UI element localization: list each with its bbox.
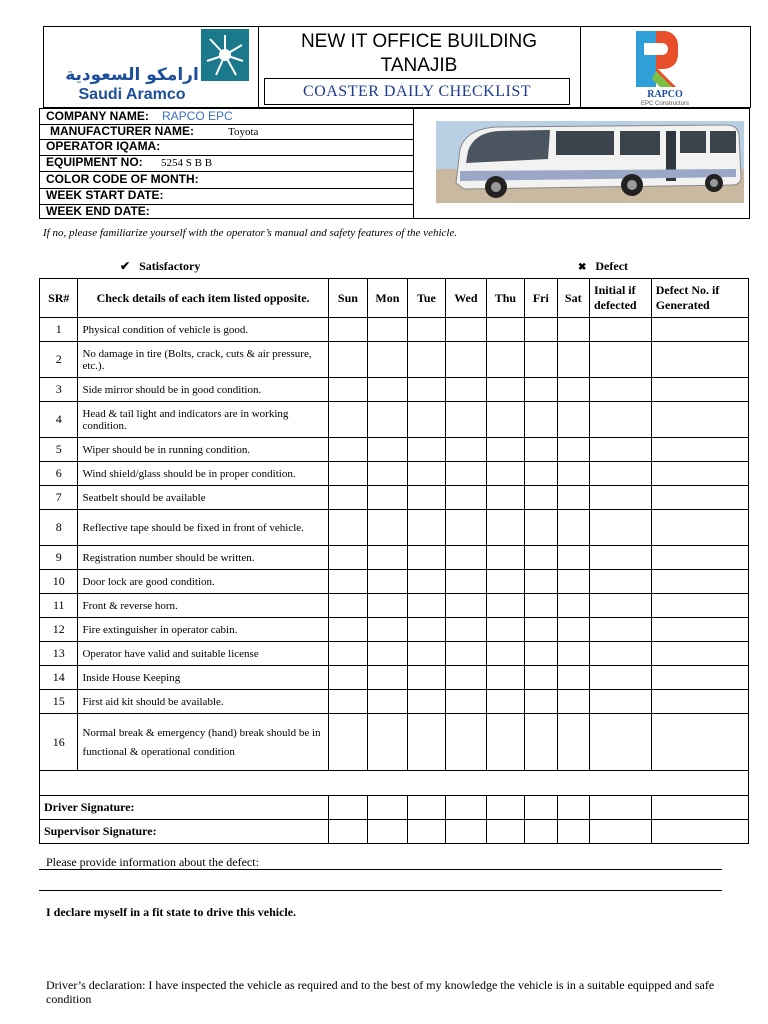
check-cell[interactable] [486,378,524,402]
table-row [40,438,749,462]
row-number: 6 [40,462,78,486]
row-check-text: Operator have valid and suitable license [82,647,259,660]
supervisor-signature-label: Supervisor Signature: [40,820,329,844]
check-cell[interactable] [407,462,445,486]
check-cell[interactable] [368,402,408,438]
check-cell[interactable] [651,342,748,378]
check-cell[interactable] [486,510,524,546]
row-check-text: Door lock are good condition. [82,575,215,588]
check-cell[interactable] [651,378,748,402]
check-cell[interactable] [328,378,368,402]
check-cell[interactable] [407,342,445,378]
equipment-row [40,155,413,172]
signature-cell[interactable] [446,796,487,820]
check-cell[interactable] [368,438,408,462]
check-cell[interactable] [368,546,408,570]
row-check-text: Wiper should be in running condition. [82,443,251,456]
row-check-text: Seatbelt should be available [82,491,206,504]
check-cell[interactable] [557,546,589,570]
check-cell[interactable] [368,510,408,546]
check-cell[interactable] [486,438,524,462]
check-cell[interactable] [368,690,408,714]
check-cell[interactable] [557,642,589,666]
row-check-detail [78,378,328,402]
row-check-text: Side mirror should be in good condition. [82,383,262,396]
row-check-text: Inside House Keeping [82,671,181,684]
signature-cell[interactable] [525,796,557,820]
signature-cell[interactable] [589,820,651,844]
check-cell[interactable] [525,462,557,486]
check-cell[interactable] [328,594,368,618]
row-number: 7 [40,486,78,510]
row-check-detail [78,714,328,771]
row-check-text: Normal break & emergency (hand) break should be in [82,726,321,739]
check-cell[interactable] [446,438,487,462]
signature-cell[interactable] [368,796,408,820]
check-cell[interactable] [446,618,487,642]
check-cell[interactable] [589,462,651,486]
row-number: 12 [40,618,78,642]
check-cell[interactable] [557,510,589,546]
legend-defect [578,259,628,274]
col-fri: Fri [525,279,557,318]
check-cell[interactable] [557,486,589,510]
table-row [40,486,749,510]
manufacturer-label: MANUFACTURER NAME: [50,124,194,138]
defect-info-line-1 [39,869,722,870]
check-cell[interactable] [328,570,368,594]
blank-cell [40,771,749,796]
col-details: Check details of each item listed opposite. [78,279,328,318]
row-check-text: Fire extinguisher in operator cabin. [82,623,238,636]
check-cell[interactable] [328,402,368,438]
check-cell[interactable] [589,642,651,666]
check-cell[interactable] [525,666,557,690]
check-cell[interactable] [446,378,487,402]
check-cell[interactable] [486,714,524,771]
row-check-detail [78,402,328,438]
check-cell[interactable] [557,690,589,714]
row-number: 16 [40,714,78,771]
check-cell[interactable] [486,594,524,618]
document-header [43,26,751,108]
check-cell[interactable] [589,666,651,690]
check-cell[interactable] [651,642,748,666]
blank-row [40,771,749,796]
row-check-detail [78,618,328,642]
check-cell[interactable] [589,570,651,594]
check-cell[interactable] [651,690,748,714]
check-cell[interactable] [368,378,408,402]
check-cell[interactable] [407,318,445,342]
col-sun: Sun [328,279,368,318]
check-cell[interactable] [328,546,368,570]
saudi-aramco-logo [44,27,259,107]
check-cell[interactable] [525,438,557,462]
check-cell[interactable] [328,714,368,771]
col-defect-no: Defect No. if Generated [651,279,748,318]
row-check-detail [78,666,328,690]
driver-signature-label: Driver Signature: [40,796,329,820]
vehicle-photo-frame [414,108,750,219]
row-check-text: Registration number should be written. [82,551,255,564]
signature-cell[interactable] [651,796,748,820]
check-cell[interactable] [557,714,589,771]
table-row [40,510,749,546]
check-cell[interactable] [589,402,651,438]
check-cell[interactable] [368,486,408,510]
check-cell[interactable] [407,618,445,642]
fit-declaration: I declare myself in a fit state to drive this vehicle. [46,905,297,919]
check-cell[interactable] [446,402,487,438]
table-row [40,546,749,570]
driver-signature-row [40,796,749,820]
table-row [40,402,749,438]
equipment-label: EQUIPMENT NO: [46,155,143,169]
check-cell[interactable] [557,618,589,642]
checklist-subtitle: COASTER DAILY CHECKLIST [264,78,570,105]
check-cell[interactable] [446,486,487,510]
check-cell[interactable] [328,642,368,666]
check-cell[interactable] [651,438,748,462]
defect-info-line-2 [39,890,722,891]
check-cell[interactable] [525,690,557,714]
check-cell[interactable] [557,570,589,594]
signature-cell[interactable] [589,796,651,820]
row-check-detail [78,462,328,486]
check-cell[interactable] [525,318,557,342]
operator-row [40,139,413,156]
check-cell[interactable] [446,666,487,690]
instruction-note: If no, please familiarize yourself with the operator’s manual and safety features of the vehicle. [43,227,458,239]
signature-cell[interactable] [446,820,487,844]
check-cell[interactable] [525,486,557,510]
check-cell[interactable] [368,342,408,378]
check-cell[interactable] [446,546,487,570]
check-cell[interactable] [525,342,557,378]
check-cell[interactable] [407,402,445,438]
week-start-label: WEEK START DATE: [46,188,164,202]
defect-label: Defect [595,259,629,273]
driver-declaration: Driver’s declaration: I have inspected the vehicle as required and to the best of my knowledge the vehicle is in a suitable equipped and safe condition [46,978,715,1006]
check-cell[interactable] [368,318,408,342]
check-cell[interactable] [557,462,589,486]
row-check-text: Physical condition of vehicle is good. [82,323,249,336]
operator-label: OPERATOR IQAMA: [46,139,161,153]
check-cell[interactable] [407,438,445,462]
table-row [40,714,749,771]
row-number: 8 [40,510,78,546]
row-check-text: Front & reverse horn. [82,599,178,612]
row-number: 9 [40,546,78,570]
manufacturer-row [40,124,413,140]
check-cell[interactable] [589,714,651,771]
check-cell[interactable] [651,462,748,486]
check-cell[interactable] [328,438,368,462]
coaster-bus-image [436,121,744,203]
check-cell[interactable] [557,438,589,462]
table-row [40,618,749,642]
check-cell[interactable] [446,690,487,714]
company-label: COMPANY NAME: [46,109,149,123]
check-cell[interactable] [557,402,589,438]
col-sat: Sat [557,279,589,318]
check-cell[interactable] [446,342,487,378]
signature-cell[interactable] [407,820,445,844]
row-number: 13 [40,642,78,666]
color-code-label: COLOR CODE OF MONTH: [46,172,199,186]
row-check-detail [78,594,328,618]
row-check-detail [78,486,328,510]
check-cell[interactable] [407,690,445,714]
signature-cell[interactable] [557,820,589,844]
check-cell[interactable] [589,690,651,714]
check-cell[interactable] [525,378,557,402]
col-wed: Wed [446,279,487,318]
aramco-latin-text: Saudi Aramco [78,86,186,103]
company-row [40,109,413,125]
check-cell[interactable] [525,642,557,666]
check-cell[interactable] [407,594,445,618]
vehicle-info-block [39,108,414,219]
table-row [40,570,749,594]
check-cell[interactable] [407,378,445,402]
check-cell[interactable] [368,570,408,594]
color-code-row [40,171,413,189]
check-cell[interactable] [446,570,487,594]
check-cell[interactable] [589,510,651,546]
week-start-row [40,188,413,205]
check-cell[interactable] [328,462,368,486]
col-tue: Tue [407,279,445,318]
check-cell[interactable] [446,510,487,546]
check-cell[interactable] [525,546,557,570]
check-cell[interactable] [651,486,748,510]
check-cell[interactable] [446,594,487,618]
table-header-row [40,279,749,318]
check-cell[interactable] [589,378,651,402]
company-value: RAPCO EPC [162,109,233,123]
check-cell[interactable] [589,486,651,510]
checklist-table [39,278,749,844]
check-cell[interactable] [525,570,557,594]
table-row [40,462,749,486]
check-cell[interactable] [328,618,368,642]
check-cell[interactable] [446,318,487,342]
signature-cell[interactable] [525,820,557,844]
check-cell[interactable] [557,594,589,618]
check-cell[interactable] [368,462,408,486]
row-check-text: No damage in tire (Bolts, crack, cuts & air pressure, etc.). [82,347,312,372]
row-check-text: First aid kit should be available. [82,695,224,708]
check-cell[interactable] [651,570,748,594]
check-cell[interactable] [525,402,557,438]
check-cell[interactable] [328,666,368,690]
check-cell[interactable] [525,714,557,771]
check-cell[interactable] [589,438,651,462]
row-check-detail [78,690,328,714]
check-cell[interactable] [651,594,748,618]
check-cell[interactable] [368,666,408,690]
check-cell[interactable] [446,462,487,486]
check-cell[interactable] [368,642,408,666]
check-cell[interactable] [368,714,408,771]
check-cell[interactable] [589,342,651,378]
row-number: 5 [40,438,78,462]
table-row [40,318,749,342]
row-check-text: Reflective tape should be fixed in front of vehicle. [82,521,304,534]
check-cell[interactable] [486,666,524,690]
aramco-arabic-text: ارامكو السعودية [65,65,199,85]
check-cell[interactable] [328,690,368,714]
row-number: 11 [40,594,78,618]
manufacturer-value: Toyota [228,126,259,138]
title-block [258,27,581,107]
row-number: 4 [40,402,78,438]
check-cell[interactable] [446,714,487,771]
check-cell[interactable] [651,318,748,342]
row-number: 14 [40,666,78,690]
check-cell[interactable] [486,318,524,342]
check-cell[interactable] [486,570,524,594]
signature-cell[interactable] [557,796,589,820]
check-cell[interactable] [651,666,748,690]
check-cell[interactable] [525,618,557,642]
check-cell[interactable] [525,594,557,618]
check-cell[interactable] [589,318,651,342]
check-cell[interactable] [486,486,524,510]
check-cell[interactable] [589,594,651,618]
check-cell[interactable] [486,462,524,486]
signature-cell[interactable] [328,796,368,820]
check-cell[interactable] [328,318,368,342]
check-cell[interactable] [651,510,748,546]
page-title-line1: NEW IT OFFICE BUILDING [300,31,538,52]
table-row [40,666,749,690]
check-cell[interactable] [651,402,748,438]
check-cell[interactable] [651,618,748,642]
row-check-detail [78,342,328,378]
check-cell[interactable] [328,510,368,546]
week-end-row [40,204,413,219]
rapco-logo [580,27,750,107]
satisfactory-label: Satisfactory [139,259,201,273]
row-check-text-continued: functional & operational condition [82,745,235,758]
check-cell[interactable] [557,342,589,378]
check-cell[interactable] [486,342,524,378]
table-row [40,690,749,714]
col-mon: Mon [368,279,408,318]
check-cell[interactable] [407,486,445,510]
check-cell[interactable] [407,570,445,594]
row-check-text: Head & tail light and indicators are in working condition. [82,407,289,432]
signature-cell[interactable] [407,796,445,820]
check-cell[interactable] [328,342,368,378]
week-end-label: WEEK END DATE: [46,204,150,218]
check-cell[interactable] [328,486,368,510]
check-cell[interactable] [407,714,445,771]
check-icon: ✔ [120,259,131,273]
col-initial: Initial if defected [589,279,651,318]
row-check-detail [78,642,328,666]
signature-cell[interactable] [486,820,524,844]
row-number: 10 [40,570,78,594]
rapco-name: RAPCO [647,89,683,100]
signature-cell[interactable] [328,820,368,844]
rapco-tagline: EPC Constructors [640,101,690,107]
check-cell[interactable] [486,546,524,570]
row-check-text: Wind shield/glass should be in proper condition. [82,467,296,480]
equipment-value: 5254 S B B [161,157,213,169]
table-row [40,642,749,666]
check-cell[interactable] [486,690,524,714]
check-cell[interactable] [651,714,748,771]
row-check-detail [78,510,328,546]
check-cell[interactable] [589,618,651,642]
page-title-line2: TANAJIB [380,55,458,76]
check-cell[interactable] [486,618,524,642]
table-row [40,594,749,618]
row-check-detail [78,570,328,594]
check-cell[interactable] [589,546,651,570]
cross-icon: ✖ [578,262,587,273]
check-cell[interactable] [407,642,445,666]
col-thu: Thu [486,279,524,318]
row-number: 3 [40,378,78,402]
check-cell[interactable] [407,666,445,690]
check-cell[interactable] [557,378,589,402]
check-cell[interactable] [368,594,408,618]
check-cell[interactable] [446,642,487,666]
check-cell[interactable] [557,318,589,342]
check-cell[interactable] [486,642,524,666]
signature-cell[interactable] [486,796,524,820]
row-check-detail [78,318,328,342]
check-cell[interactable] [486,402,524,438]
row-number: 1 [40,318,78,342]
check-cell[interactable] [368,618,408,642]
table-row [40,378,749,402]
check-cell[interactable] [407,546,445,570]
defect-info-prompt: Please provide information about the defect: [46,855,259,869]
col-sr: SR# [40,279,78,318]
supervisor-signature-row [40,820,749,844]
signature-cell[interactable] [651,820,748,844]
legend-satisfactory [120,259,200,274]
row-check-detail [78,546,328,570]
table-row [40,342,749,378]
check-cell[interactable] [557,666,589,690]
row-check-detail [78,438,328,462]
row-number: 15 [40,690,78,714]
row-number: 2 [40,342,78,378]
check-cell[interactable] [407,510,445,546]
check-cell[interactable] [525,510,557,546]
signature-cell[interactable] [368,820,408,844]
check-cell[interactable] [651,546,748,570]
